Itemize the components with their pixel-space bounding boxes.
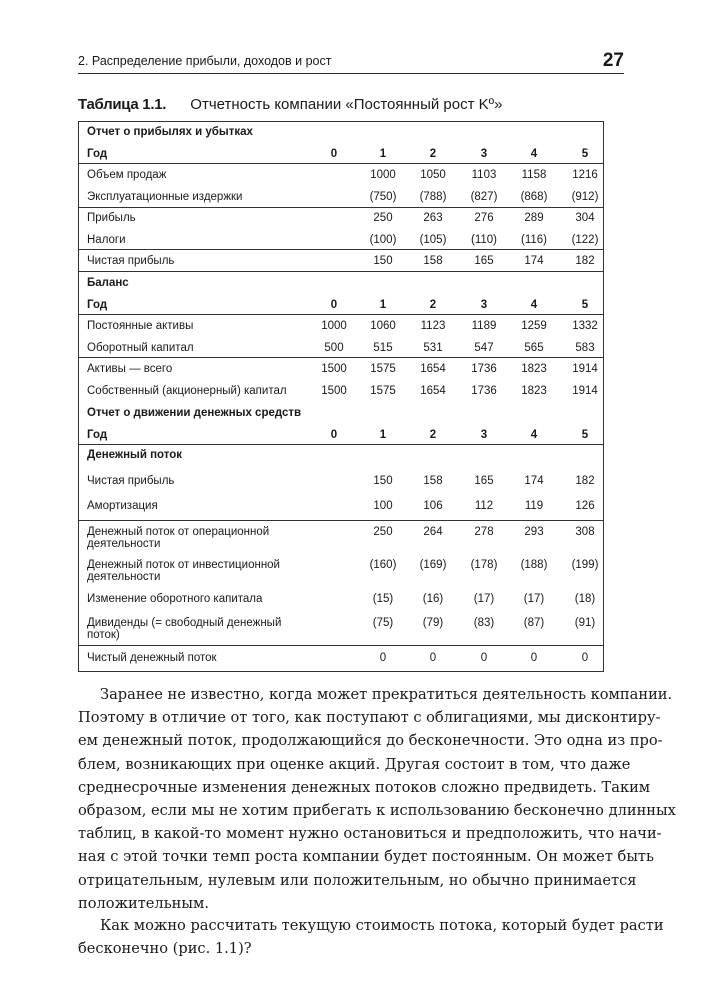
table-cell: (79) bbox=[422, 617, 444, 629]
table-cell: 276 bbox=[474, 212, 494, 224]
table-cell: 3 bbox=[480, 429, 488, 441]
table-cell: 112 bbox=[474, 500, 494, 512]
table-cell: 1914 bbox=[572, 363, 598, 375]
table-cell: (100) bbox=[369, 234, 397, 246]
row-label: Денежный поток от операционной деятельности bbox=[87, 526, 270, 550]
table-cell: (178) bbox=[470, 559, 498, 571]
table-divider bbox=[79, 444, 603, 445]
table-cell: (116) bbox=[521, 234, 547, 246]
row-label: Чистая прибыль bbox=[87, 475, 175, 487]
table-cell: 1332 bbox=[572, 320, 598, 332]
table-cell: 278 bbox=[474, 526, 494, 538]
table-cell: 1654 bbox=[420, 363, 446, 375]
row-label: Денежный поток от инвестиционной деятельности bbox=[87, 559, 280, 583]
table-cell: 150 bbox=[373, 475, 393, 487]
table-cell: 2 bbox=[429, 429, 437, 441]
table-cell: (868) bbox=[520, 191, 548, 203]
table-cell: 0 bbox=[581, 652, 589, 664]
table-cell: 3 bbox=[480, 148, 488, 160]
table-cell: 1 bbox=[379, 429, 387, 441]
text-line: ная с этой точки темп роста компании будет постоянным. Он может быть bbox=[78, 848, 654, 866]
table-cell: 1 bbox=[379, 299, 387, 311]
table-cell: 5 bbox=[581, 148, 589, 160]
table-cell: (169) bbox=[419, 559, 447, 571]
table-cell: 565 bbox=[524, 342, 544, 354]
table-cell: 1 bbox=[379, 148, 387, 160]
table-cell: 250 bbox=[373, 212, 393, 224]
text-line: среднесрочные изменения денежных потоков сложно предвидеть. Таким bbox=[78, 778, 651, 796]
text-line: Заранее не известно, когда может прекратиться деятельность компании. bbox=[100, 686, 673, 703]
table-cell: 0 bbox=[330, 148, 338, 160]
row-label: Год bbox=[87, 148, 108, 160]
table-cell: 1575 bbox=[370, 363, 396, 375]
table-cell: 0 bbox=[530, 652, 538, 664]
row-label: Эксплуатационные издержки bbox=[87, 191, 243, 203]
table-cell: 165 bbox=[474, 255, 494, 267]
text-line: бесконечно (рис. 1.1)? bbox=[78, 940, 252, 958]
table-cell: (17) bbox=[523, 593, 545, 605]
table-cell: 1500 bbox=[321, 363, 347, 375]
row-label: Денежный поток bbox=[87, 449, 183, 461]
table-cell: 158 bbox=[423, 255, 443, 267]
table-cell: 583 bbox=[575, 342, 595, 354]
table-divider bbox=[79, 357, 603, 358]
text-line: таблиц, в какой-то момент нужно остановиться и предположить, что начи- bbox=[78, 825, 662, 843]
table-cell: 1000 bbox=[370, 169, 396, 181]
body-paragraph-2 bbox=[78, 914, 664, 960]
table-cell: 2 bbox=[429, 299, 437, 311]
table-cell: 1823 bbox=[521, 385, 547, 397]
row-label: Год bbox=[87, 299, 108, 311]
table-cell: 0 bbox=[330, 429, 338, 441]
table-cell: 4 bbox=[530, 148, 538, 160]
table-cell: 1123 bbox=[420, 320, 446, 332]
text-line: отрицательным, нулевым или положительным, но обычно принимается bbox=[78, 871, 637, 889]
table-cell: 500 bbox=[324, 342, 344, 354]
running-header bbox=[78, 50, 624, 74]
table-cell: (199) bbox=[571, 559, 599, 571]
table-cell: 1000 bbox=[321, 320, 347, 332]
table-cell: 1189 bbox=[471, 320, 497, 332]
row-label: Амортизация bbox=[87, 500, 158, 512]
table-cell: 1914 bbox=[572, 385, 598, 397]
table-cell: 293 bbox=[524, 526, 544, 538]
row-label: Активы — всего bbox=[87, 363, 173, 375]
table-cell: 3 bbox=[480, 299, 488, 311]
table-cell: 182 bbox=[575, 255, 595, 267]
table-cell: 1823 bbox=[521, 363, 547, 375]
table-divider bbox=[79, 207, 603, 208]
running-title: 2. Распределение прибыли, доходов и рост bbox=[78, 54, 332, 68]
table-cell: (16) bbox=[422, 593, 444, 605]
row-label: Год bbox=[87, 429, 108, 441]
table-cell: 1500 bbox=[321, 385, 347, 397]
table-cell: 1060 bbox=[370, 320, 396, 332]
table-label: Таблица 1.1. bbox=[78, 96, 167, 113]
table-divider bbox=[79, 271, 603, 272]
row-label: Изменение оборотного капитала bbox=[87, 593, 263, 605]
table-cell: 304 bbox=[575, 212, 595, 224]
text-line: Поэтому в отличие от того, как поступают с облигациями, мы дисконтиру- bbox=[78, 709, 661, 727]
text-line: Как можно рассчитать текущую стоимость потока, который будет расти bbox=[100, 917, 664, 934]
table-cell: (912) bbox=[571, 191, 599, 203]
table-cell: 150 bbox=[373, 255, 393, 267]
table-cell: 174 bbox=[524, 475, 544, 487]
financial-statements-table bbox=[78, 121, 604, 672]
header-rule bbox=[78, 73, 624, 74]
table-cell: (75) bbox=[372, 617, 394, 629]
table-cell: 531 bbox=[423, 342, 443, 354]
text-line: образом, если мы не хотим прибегать к использованию бесконечно длинных bbox=[78, 802, 676, 820]
table-cell: 515 bbox=[373, 342, 393, 354]
table-cell: (110) bbox=[471, 234, 497, 246]
table-cell: 1050 bbox=[420, 169, 446, 181]
page-number: 27 bbox=[602, 50, 624, 71]
table-divider bbox=[79, 520, 603, 521]
table-cell: (17) bbox=[473, 593, 495, 605]
row-label: Собственный (акционерный) капитал bbox=[87, 385, 287, 397]
table-cell: 5 bbox=[581, 299, 589, 311]
table-cell: (87) bbox=[523, 617, 545, 629]
row-label: Баланс bbox=[87, 277, 129, 289]
table-cell: (788) bbox=[419, 191, 447, 203]
table-cell: 1103 bbox=[471, 169, 497, 181]
table-cell: 182 bbox=[575, 475, 595, 487]
body-paragraph-1 bbox=[78, 683, 676, 915]
table-cell: 308 bbox=[575, 526, 595, 538]
table-cell: 100 bbox=[373, 500, 393, 512]
table-caption bbox=[78, 96, 502, 113]
row-label: Дивиденды (= свободный денежный поток) bbox=[87, 617, 282, 641]
row-label: Налоги bbox=[87, 234, 126, 246]
table-cell: 0 bbox=[379, 652, 387, 664]
table-cell: 174 bbox=[524, 255, 544, 267]
table-cell: 5 bbox=[581, 429, 589, 441]
table-cell: 1216 bbox=[572, 169, 598, 181]
table-cell: (750) bbox=[369, 191, 397, 203]
table-divider bbox=[79, 163, 603, 164]
table-cell: 250 bbox=[373, 526, 393, 538]
table-cell: (91) bbox=[574, 617, 596, 629]
table-cell: 4 bbox=[530, 299, 538, 311]
table-cell: (188) bbox=[520, 559, 548, 571]
table-cell: 1259 bbox=[521, 320, 547, 332]
table-cell: 158 bbox=[423, 475, 443, 487]
table-cell: 1736 bbox=[471, 385, 497, 397]
table-cell: (18) bbox=[574, 593, 596, 605]
table-cell: 165 bbox=[474, 475, 494, 487]
table-cell: 289 bbox=[524, 212, 544, 224]
row-label: Оборотный капитал bbox=[87, 342, 194, 354]
table-cell: (105) bbox=[419, 234, 447, 246]
table-cell: 106 bbox=[423, 500, 443, 512]
table-cell: 1654 bbox=[420, 385, 446, 397]
table-cell: (122) bbox=[571, 234, 599, 246]
table-title: Отчетность компании «Постоянный рост Kº» bbox=[190, 96, 503, 113]
table-cell: (15) bbox=[372, 593, 394, 605]
table-cell: 1736 bbox=[471, 363, 497, 375]
row-label: Чистая прибыль bbox=[87, 255, 175, 267]
table-cell: 119 bbox=[524, 500, 544, 512]
table-cell: 1158 bbox=[521, 169, 547, 181]
row-label: Постоянные активы bbox=[87, 320, 194, 332]
table-cell: 1575 bbox=[370, 385, 396, 397]
table-cell: 0 bbox=[429, 652, 437, 664]
text-line: ем денежный поток, продолжающийся до бесконечности. Это одна из про- bbox=[78, 732, 663, 750]
table-cell: (160) bbox=[369, 559, 397, 571]
row-label: Прибыль bbox=[87, 212, 136, 224]
row-label: Чистый денежный поток bbox=[87, 652, 217, 664]
table-divider bbox=[79, 645, 603, 646]
table-cell: 126 bbox=[575, 500, 595, 512]
row-label: Отчет о движении денежных средств bbox=[87, 407, 302, 419]
table-cell: 547 bbox=[474, 342, 494, 354]
table-cell: 2 bbox=[429, 148, 437, 160]
table-cell: 0 bbox=[330, 299, 338, 311]
table-cell: 264 bbox=[423, 526, 443, 538]
table-cell: 4 bbox=[530, 429, 538, 441]
table-cell: 0 bbox=[480, 652, 488, 664]
text-line: блем, возникающих при оценке акций. Другая состоит в том, что даже bbox=[78, 755, 631, 773]
row-label: Объем продаж bbox=[87, 169, 167, 181]
row-label: Отчет о прибылях и убытках bbox=[87, 126, 253, 138]
table-cell: (83) bbox=[473, 617, 495, 629]
table-cell: (827) bbox=[470, 191, 498, 203]
table-divider bbox=[79, 314, 603, 315]
table-divider bbox=[79, 249, 603, 250]
table-cell: 263 bbox=[423, 212, 443, 224]
text-line: положительным. bbox=[78, 894, 209, 912]
